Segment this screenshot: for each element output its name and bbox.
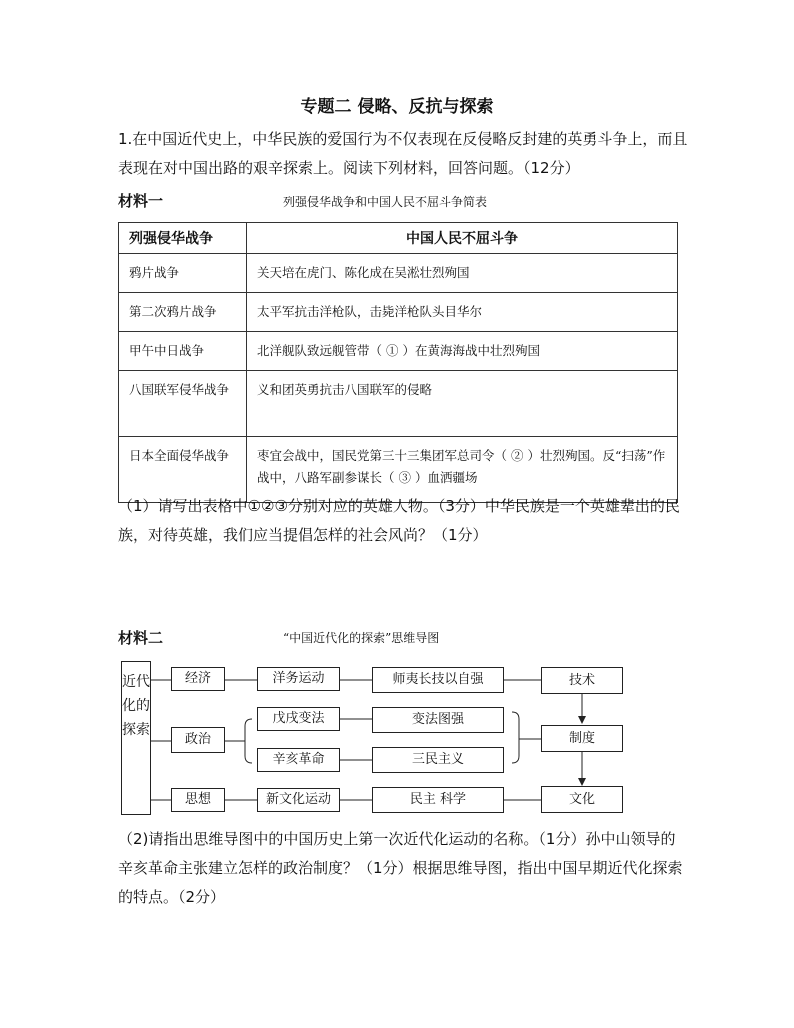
struggle-cell: 枣宜会战中，国民党第三十三集团军总司令（ ② ）壮烈殉国。反“扫荡”作战中，八路军副参谋长（ ③ ）血洒疆场 bbox=[247, 437, 678, 503]
struggle-cell: 太平军抗击洋枪队，击毙洋枪队头目华尔 bbox=[247, 293, 678, 332]
war-cell: 日本全面侵华战争 bbox=[119, 437, 247, 503]
struggle-cell: 关天培在虎门、陈化成在吴淞壮烈殉国 bbox=[247, 254, 678, 293]
question-intro: 1.在中国近代史上，中华民族的爱国行为不仅表现在反侵略反封建的英勇斗争上，而且表现在对中国出路的艰辛探索上。阅读下列材料，回答问题。（12分） bbox=[118, 130, 688, 177]
category-thought: 思想 bbox=[171, 788, 225, 812]
page-title: 专题二 侵略、反抗与探索 bbox=[300, 97, 494, 117]
movement-wuxu: 戊戌变法 bbox=[257, 707, 340, 731]
question-1-2: （2)请指出思维导图中的中国历史上第一次近代化运动的名称。（1分）孙中山领导的辛亥革命主张建立怎样的政治制度？（1分）根据思维导图，指出中国早期近代化探索的特点。（2分） bbox=[118, 830, 683, 906]
war-cell: 鸦片战争 bbox=[119, 254, 247, 293]
idea-xinhai: 三民主义 bbox=[372, 747, 504, 773]
material2-label: 材料二 bbox=[118, 629, 164, 647]
movement-yangwu: 洋务运动 bbox=[257, 667, 340, 691]
movement-xinhai: 辛亥革命 bbox=[257, 748, 340, 772]
material2-caption: “中国近代化的探索”思维导图 bbox=[283, 631, 440, 645]
war-cell: 第二次鸦片战争 bbox=[119, 293, 247, 332]
idea-xinwenhua: 民主 科学 bbox=[372, 787, 504, 813]
idea-yangwu: 师夷长技以自强 bbox=[372, 667, 504, 693]
table-header-war: 列强侵华战争 bbox=[119, 223, 247, 254]
war-cell: 八国联军侵华战争 bbox=[119, 371, 247, 437]
table-header-struggle: 中国人民不屈斗争 bbox=[247, 223, 678, 254]
movement-xinwenhua: 新文化运动 bbox=[257, 788, 340, 812]
struggle-cell: 义和团英勇抗击八国联军的侵略 bbox=[247, 371, 678, 437]
level-tech: 技术 bbox=[541, 667, 623, 694]
mind-map-root: 近代化的探索 bbox=[121, 661, 151, 815]
idea-wuxu: 变法图强 bbox=[372, 707, 504, 733]
category-politics: 政治 bbox=[171, 727, 225, 753]
level-system: 制度 bbox=[541, 725, 623, 752]
category-economy: 经济 bbox=[171, 667, 225, 691]
material1-label: 材料一 bbox=[118, 192, 164, 210]
material1-caption: 列强侵华战争和中国人民不屈斗争简表 bbox=[283, 195, 488, 209]
question-1-1: （1）请写出表格中①②③分别对应的英雄人物。（3分）中华民族是一个英雄辈出的民族，对待英雄，我们应当提倡怎样的社会风尚？（1分） bbox=[118, 497, 680, 544]
level-culture: 文化 bbox=[541, 786, 623, 813]
struggle-cell: 北洋舰队致远舰管带（ ① ）在黄海海战中壮烈殉国 bbox=[247, 332, 678, 371]
war-cell: 甲午中日战争 bbox=[119, 332, 247, 371]
